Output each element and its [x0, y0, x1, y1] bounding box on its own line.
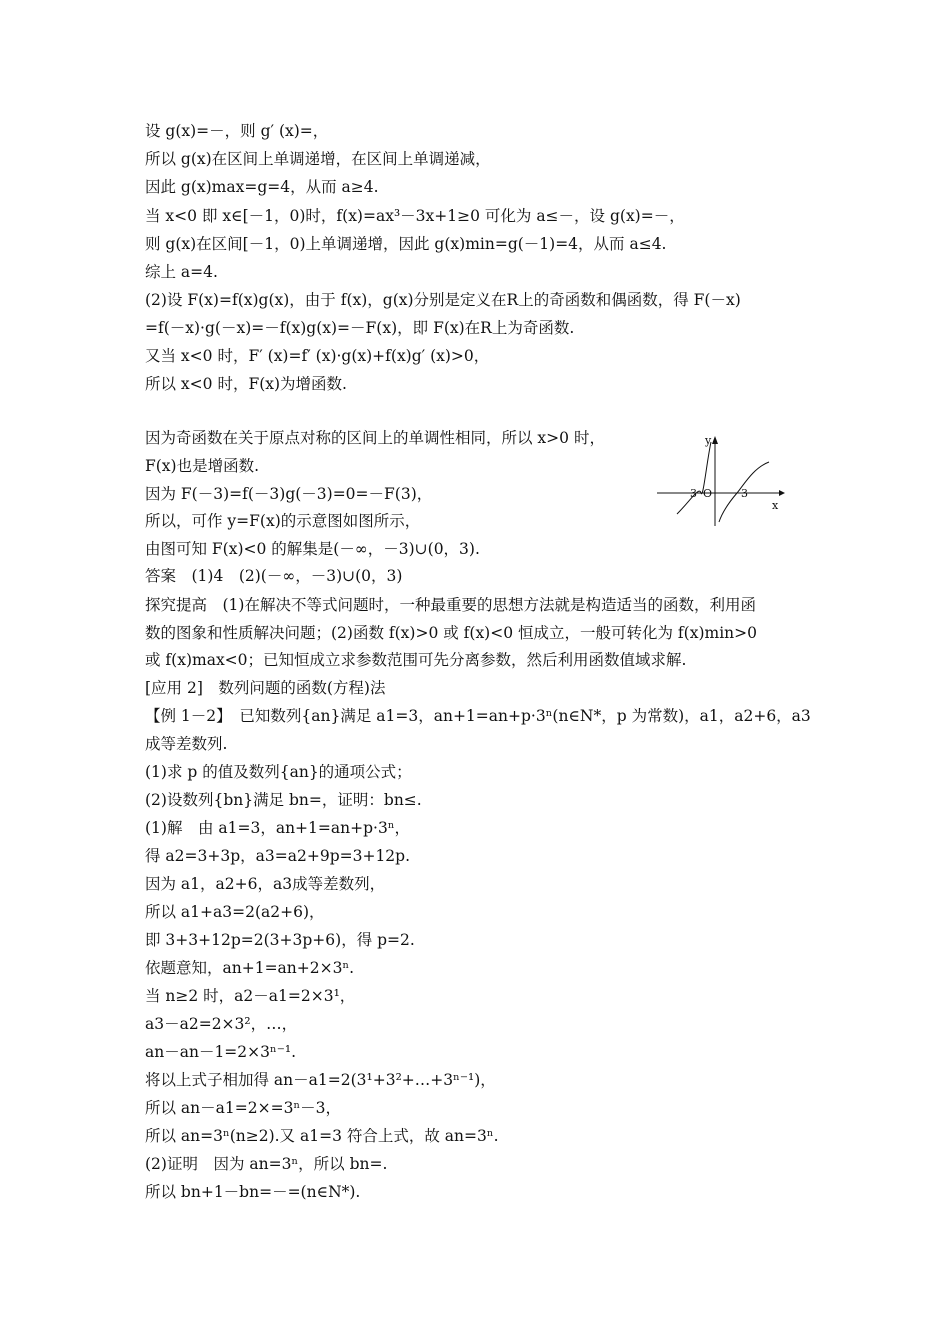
text-line: 因为 a1，a2+6，a3成等差数列， [145, 875, 386, 893]
text-line: a3－a2=2×3²，…， [145, 1015, 298, 1033]
section-heading: [应用 2] 数列问题的函数(方程)法 [145, 679, 386, 697]
origin-label: O [703, 487, 713, 500]
text-line: (2)设数列{bn}满足 bn=，证明：bn≤. [145, 791, 422, 809]
text-line: 所以 a1+a3=2(a2+6)， [145, 903, 325, 921]
text-line: (2)设 F(x)=f(x)g(x)，由于 f(x)，g(x)分别是定义在R上的奇函数和偶函数，得 F(－x) [145, 291, 741, 309]
function-sketch [655, 430, 785, 530]
text-line: 即 3+3+12p=2(3+3p+6)，得 p=2. [145, 931, 415, 949]
text-line: 又当 x<0 时，F′ (x)=f′ (x)·g(x)+f(x)g′ (x)>0， [145, 347, 490, 365]
y-axis-label: y [705, 434, 712, 447]
text-line: (2)证明 因为 an=3ⁿ，所以 bn=. [145, 1155, 388, 1173]
text-line: 将以上式子相加得 an－a1=2(3¹+3²+…+3ⁿ⁻¹)， [145, 1071, 496, 1089]
tick-label-neg3: －3 [679, 487, 697, 500]
text-line: F(x)也是增函数. [145, 457, 260, 475]
text-line: 所以 an=3ⁿ(n≥2).又 a1=3 符合上式，故 an=3ⁿ. [145, 1127, 499, 1145]
text-line: 探究提高 (1)在解决不等式问题时，一种最重要的思想方法就是构造适当的函数，利用函 [145, 596, 756, 614]
text-line: 因为奇函数在关于原点对称的区间上的单调性相同，所以 x>0 时， [145, 429, 605, 447]
text-line: 当 n≥2 时，a2－a1=2×3¹， [145, 987, 356, 1005]
text-line: 成等差数列. [145, 735, 228, 753]
text-line: (1)求 p 的值及数列{an}的通项公式； [145, 763, 412, 781]
text-line: 或 f(x)max<0；已知恒成立求参数范围可先分离参数，然后利用函数值域求解. [145, 651, 687, 669]
text-line: =f(－x)·g(－x)=－f(x)g(x)=－F(x)，即 F(x)在R上为奇函数. [145, 319, 575, 337]
text-line: 依题意知，an+1=an+2×3ⁿ. [145, 959, 355, 977]
text-line: (1)解 由 a1=3，an+1=an+p·3ⁿ， [145, 819, 411, 837]
text-line: 所以 x<0 时，F(x)为增函数. [145, 375, 347, 393]
text-line: 所以，可作 y=F(x)的示意图如图所示， [145, 512, 421, 530]
x-axis-arrow [779, 490, 785, 496]
text-line: 得 a2=3+3p，a3=a2+9p=3+12p. [145, 847, 411, 865]
text-line: 所以 an－a1=2×=3ⁿ－3， [145, 1099, 342, 1117]
y-axis-arrow [712, 436, 718, 444]
text-line: 由图可知 F(x)<0 的解集是(－∞，－3)∪(0，3). [145, 540, 480, 558]
text-line: 所以 bn+1－bn=－=(n∈N*). [145, 1183, 361, 1201]
text-line: 因此 g(x)max=g=4，从而 a≥4. [145, 178, 379, 196]
tick-label-3: 3 [741, 487, 748, 500]
text-line: 因为 F(－3)=f(－3)g(－3)=0=－F(3)， [145, 485, 433, 503]
answer-line: 答案 (1)4 (2)(－∞，－3)∪(0，3) [145, 567, 403, 585]
x-axis-label: x [772, 499, 779, 512]
text-line: 当 x<0 即 x∈[－1，0)时，f(x)=ax³－3x+1≥0 可化为 a≤－，设 g(x)=－， [145, 207, 685, 225]
curve-left-branch [677, 442, 711, 514]
text-line: 综上 a=4. [145, 263, 218, 281]
example-title: 【例 1－2】 已知数列{an}满足 a1=3，an+1=an+p·3ⁿ(n∈N*，p 为常数)，a1，a2+6，a3 [145, 707, 811, 725]
text-line: an－an－1=2×3ⁿ⁻¹. [145, 1043, 297, 1061]
text-line: 则 g(x)在区间[－1，0)上单调递增，因此 g(x)min=g(－1)=4，从而 a≤4. [145, 235, 667, 253]
text-line: 所以 g(x)在区间上单调递增，在区间上单调递减， [145, 150, 491, 168]
text-line: 数的图象和性质解决问题；(2)函数 f(x)>0 或 f(x)<0 恒成立，一般可转化为 f(x)min>0 [145, 624, 757, 642]
text-line: 设 g(x)=－，则 g′ (x)=， [145, 122, 329, 140]
